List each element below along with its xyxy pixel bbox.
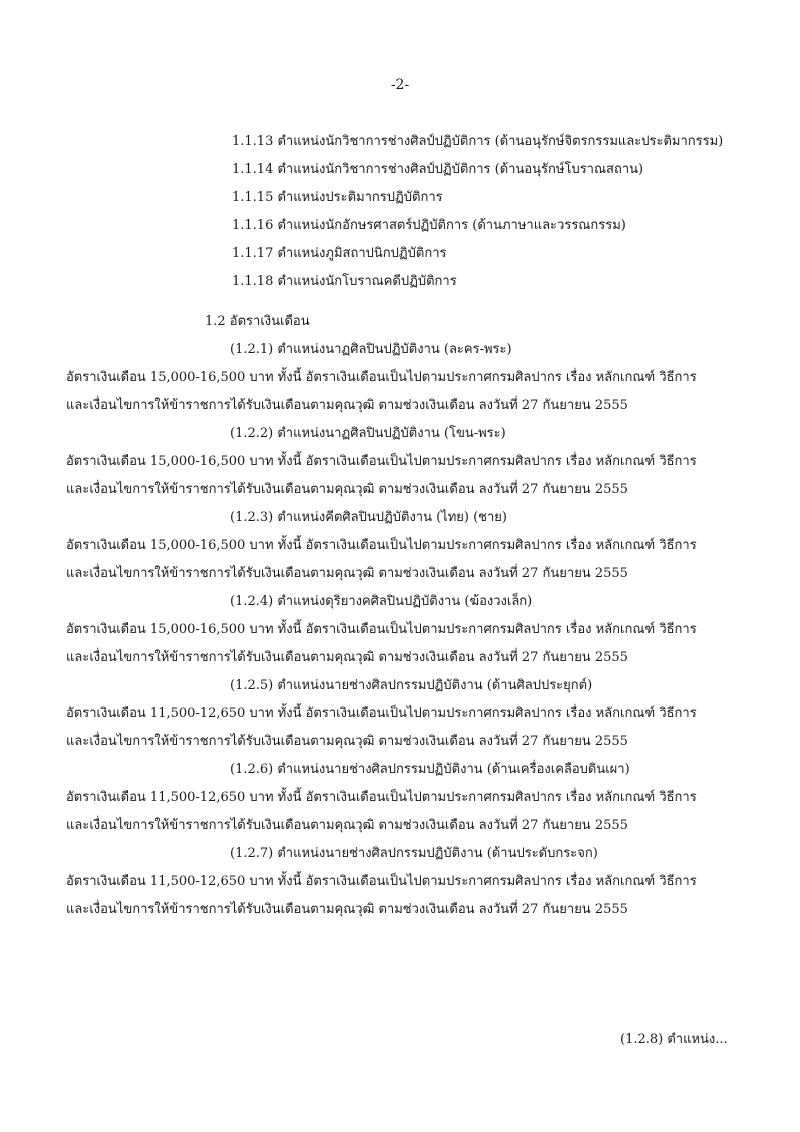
- position-item: 1.1.14 ตำแหน่งนักวิชาการช่างศิลป์ปฏิบัติการ (ด้านอนุรักษ์โบราณสถาน): [232, 162, 644, 177]
- salary-item-title: (1.2.4) ตำแหน่งดุริยางคศิลปินปฏิบัติงาน (ฆ้องวงเล็ก): [230, 594, 533, 609]
- salary-item-title: (1.2.5) ตำแหน่งนายช่างศิลปกรรมปฏิบัติงาน (ด้านศิลปประยุกต์): [230, 678, 593, 693]
- salary-item-title: (1.2.1) ตำแหน่งนาฏศิลปินปฏิบัติงาน (ละคร-พระ): [230, 342, 512, 357]
- salary-item-title: (1.2.3) ตำแหน่งคีตศิลปินปฏิบัติงาน (ไทย) (ชาย): [230, 510, 507, 525]
- salary-item-text: อัตราเงินเดือน 11,500-12,650 บาท ทั้งนี้ อัตราเงินเดือนเป็นไปตามประกาศกรมศิลปากร เรื่อง หลักเกณฑ์ วิธีการ: [66, 874, 697, 889]
- salary-heading: 1.2 อัตราเงินเดือน: [205, 314, 310, 329]
- salary-item-text: และเงื่อนไขการให้ข้าราชการได้รับเงินเดือนตามคุณวุฒิ ตามช่วงเงินเดือน ลงวันที่ 27 กันยายน 2555: [66, 398, 628, 413]
- salary-item-title: (1.2.6) ตำแหน่งนายช่างศิลปกรรมปฏิบัติงาน (ด้านเครื่องเคลือบดินเผา): [230, 762, 630, 777]
- salary-item-text: และเงื่อนไขการให้ข้าราชการได้รับเงินเดือนตามคุณวุฒิ ตามช่วงเงินเดือน ลงวันที่ 27 กันยายน 2555: [66, 650, 628, 665]
- salary-item-title: (1.2.7) ตำแหน่งนายช่างศิลปกรรมปฏิบัติงาน (ด้านประดับกระจก): [230, 846, 598, 861]
- salary-item-text: อัตราเงินเดือน 11,500-12,650 บาท ทั้งนี้ อัตราเงินเดือนเป็นไปตามประกาศกรมศิลปากร เรื่อง หลักเกณฑ์ วิธีการ: [66, 790, 697, 805]
- position-item: 1.1.18 ตำแหน่งนักโบราณคดีปฏิบัติการ: [232, 274, 457, 289]
- salary-item-title: (1.2.2) ตำแหน่งนาฏศิลปินปฏิบัติงาน (โขน-พระ): [230, 426, 506, 441]
- salary-item-text: และเงื่อนไขการให้ข้าราชการได้รับเงินเดือนตามคุณวุฒิ ตามช่วงเงินเดือน ลงวันที่ 27 กันยายน 2555: [66, 482, 628, 497]
- salary-item-text: อัตราเงินเดือน 15,000-16,500 บาท ทั้งนี้ อัตราเงินเดือนเป็นไปตามประกาศกรมศิลปากร เรื่อง หลักเกณฑ์ วิธีการ: [66, 622, 697, 637]
- salary-item-text: อัตราเงินเดือน 15,000-16,500 บาท ทั้งนี้ อัตราเงินเดือนเป็นไปตามประกาศกรมศิลปากร เรื่อง หลักเกณฑ์ วิธีการ: [66, 538, 697, 553]
- salary-item-text: อัตราเงินเดือน 11,500-12,650 บาท ทั้งนี้ อัตราเงินเดือนเป็นไปตามประกาศกรมศิลปากร เรื่อง หลักเกณฑ์ วิธีการ: [66, 706, 697, 721]
- salary-item-text: อัตราเงินเดือน 15,000-16,500 บาท ทั้งนี้ อัตราเงินเดือนเป็นไปตามประกาศกรมศิลปากร เรื่อง หลักเกณฑ์ วิธีการ: [66, 370, 697, 385]
- continuation-note: (1.2.8) ตำแหน่ง...: [620, 1032, 728, 1047]
- position-item: 1.1.15 ตำแหน่งประติมากรปฏิบัติการ: [232, 190, 443, 205]
- salary-item-text: และเงื่อนไขการให้ข้าราชการได้รับเงินเดือนตามคุณวุฒิ ตามช่วงเงินเดือน ลงวันที่ 27 กันยายน 2555: [66, 566, 628, 581]
- page-number: -2-: [390, 77, 410, 93]
- salary-item-text: อัตราเงินเดือน 15,000-16,500 บาท ทั้งนี้ อัตราเงินเดือนเป็นไปตามประกาศกรมศิลปากร เรื่อง หลักเกณฑ์ วิธีการ: [66, 454, 697, 469]
- position-item: 1.1.16 ตำแหน่งนักอักษรศาสตร์ปฏิบัติการ (ด้านภาษาและวรรณกรรม): [232, 218, 626, 233]
- salary-item-text: และเงื่อนไขการให้ข้าราชการได้รับเงินเดือนตามคุณวุฒิ ตามช่วงเงินเดือน ลงวันที่ 27 กันยายน 2555: [66, 818, 628, 833]
- salary-item-text: และเงื่อนไขการให้ข้าราชการได้รับเงินเดือนตามคุณวุฒิ ตามช่วงเงินเดือน ลงวันที่ 27 กันยายน 2555: [66, 902, 628, 917]
- position-item: 1.1.13 ตำแหน่งนักวิชาการช่างศิลป์ปฏิบัติการ (ด้านอนุรักษ์จิตรกรรมและประติมากรรม): [232, 134, 724, 149]
- salary-item-text: และเงื่อนไขการให้ข้าราชการได้รับเงินเดือนตามคุณวุฒิ ตามช่วงเงินเดือน ลงวันที่ 27 กันยายน 2555: [66, 734, 628, 749]
- position-item: 1.1.17 ตำแหน่งภูมิสถาปนิกปฏิบัติการ: [232, 246, 447, 261]
